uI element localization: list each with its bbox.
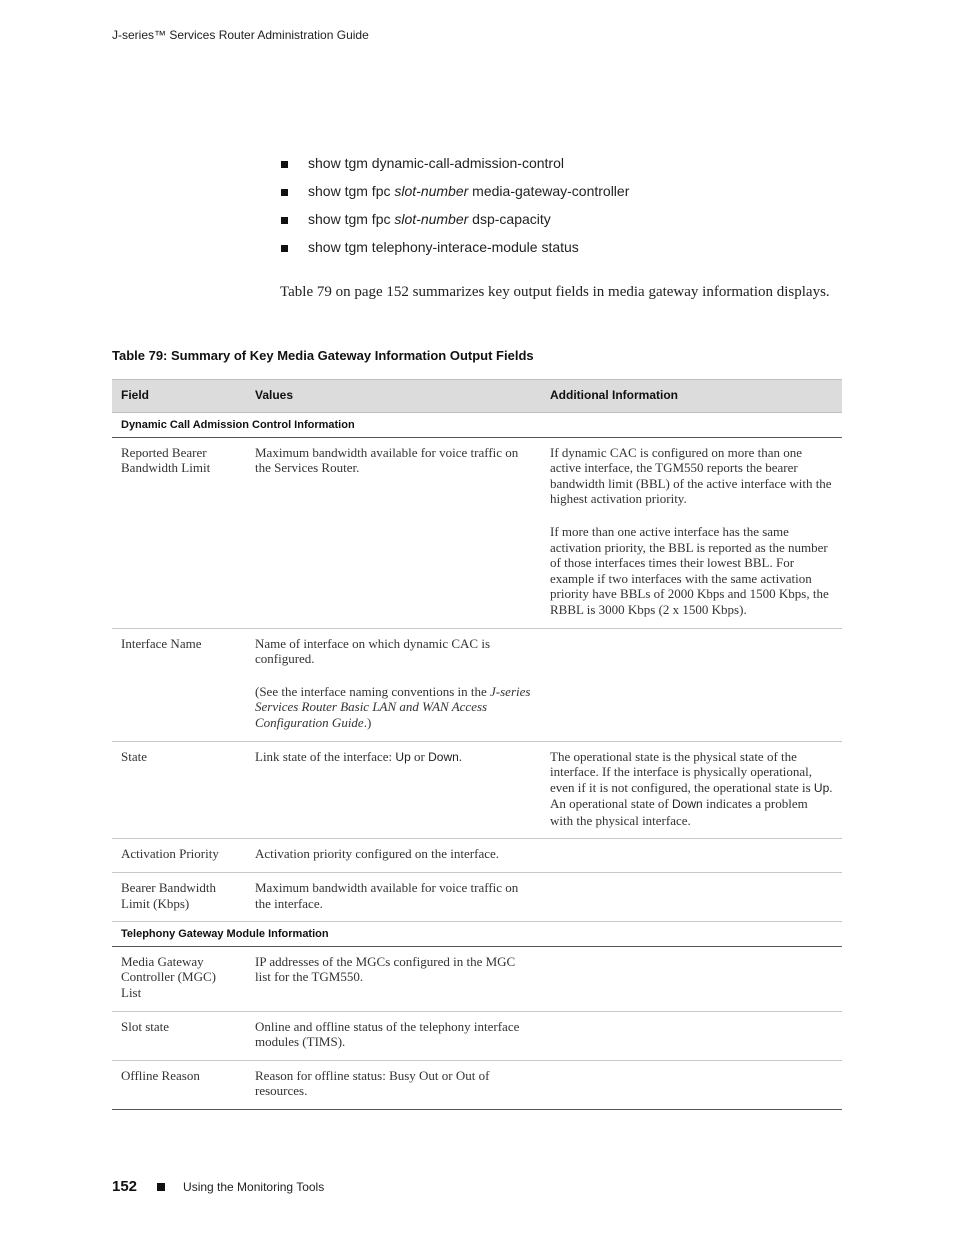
values-cell: Activation priority configured on the interface.	[246, 839, 541, 873]
values-cell: Name of interface on which dynamic CAC is configured. (See the interface naming conventions in the J-series Services Router Basic LAN and WAN Access Configuration Guide.)	[246, 628, 541, 741]
command-variable: slot-number	[394, 211, 469, 227]
command-variable: slot-number	[394, 183, 469, 199]
field-cell: Slot state	[112, 1011, 246, 1060]
bullet-square-icon	[281, 245, 288, 252]
state-down-keyword: Down	[428, 749, 459, 764]
column-header-values: Values	[246, 380, 541, 413]
table-row	[112, 946, 842, 1011]
page-number: 152	[112, 1178, 138, 1195]
list-item	[281, 183, 629, 211]
bullet-square-icon	[157, 1183, 165, 1191]
field-cell: Reported Bearer Bandwidth Limit	[112, 437, 246, 628]
table-row	[112, 628, 842, 741]
list-item	[281, 155, 629, 183]
values-cell: Online and offline status of the telephony interface modules (TIMS).	[246, 1011, 541, 1060]
output-fields-table	[112, 379, 842, 1110]
state-up-keyword: Up	[813, 780, 830, 795]
info-cell: If dynamic CAC is configured on more than one active interface, the TGM550 reports the bearer bandwidth limit (BBL) of the active interface with the highest activation priority. If more than one active interface has the same activation priority, the BBL is reported as the number of those interfaces times their lowest BBL. For example if two interfaces with the same activation priority have BBLs of 2000 Kbps and 1500 Kbps, the RBBL is 3000 Kbps (2 x 1500 Kbps).	[541, 437, 842, 628]
intro-paragraph: Table 79 on page 152 summarizes key output fields in media gateway information displays.	[280, 284, 830, 300]
field-cell: Offline Reason	[112, 1060, 246, 1109]
bullet-square-icon	[281, 161, 288, 168]
section-title: Dynamic Call Admission Control Information	[112, 413, 842, 438]
bullet-square-icon	[281, 217, 288, 224]
command-text: show tgm fpc slot-number media-gateway-controller	[308, 183, 630, 199]
section-row	[112, 413, 842, 438]
field-cell: Interface Name	[112, 628, 246, 741]
command-list	[281, 155, 629, 267]
info-cell	[541, 628, 842, 741]
info-cell	[541, 873, 842, 922]
field-cell: Media Gateway Controller (MGC) List	[112, 946, 246, 1011]
field-cell: Activation Priority	[112, 839, 246, 873]
info-cell	[541, 1011, 842, 1060]
state-down-keyword: Down	[672, 797, 703, 812]
state-up-keyword: Up	[395, 749, 411, 764]
list-item	[281, 239, 629, 267]
column-header-field: Field	[112, 380, 246, 413]
info-cell	[541, 1060, 842, 1109]
running-header: J-series™ Services Router Administration Guide	[112, 28, 369, 42]
table-row	[112, 741, 842, 839]
values-cell: Maximum bandwidth available for voice traffic on the Services Router.	[246, 437, 541, 628]
values-cell: Maximum bandwidth available for voice traffic on the interface.	[246, 873, 541, 922]
field-cell: State	[112, 741, 246, 839]
page-footer	[112, 1178, 324, 1195]
chapter-title: Using the Monitoring Tools	[183, 1179, 325, 1194]
table-title: Table 79: Summary of Key Media Gateway Information Output Fields	[112, 348, 534, 363]
values-cell: Link state of the interface: Up or Down.	[246, 741, 541, 839]
info-cell	[541, 946, 842, 1011]
section-row	[112, 922, 842, 947]
section-title: Telephony Gateway Module Information	[112, 922, 842, 947]
command-text: show tgm telephony-interace-module status	[308, 239, 579, 255]
table-row	[112, 1011, 842, 1060]
column-header-additional-info: Additional Information	[541, 380, 842, 413]
book-title-reference: J-series Services Router Basic LAN and WAN Access Configuration Guide	[255, 683, 531, 730]
info-cell	[541, 839, 842, 873]
table-row	[112, 839, 842, 873]
table-row	[112, 1060, 842, 1109]
bullet-square-icon	[281, 189, 288, 196]
info-cell: The operational state is the physical state of the interface. If the interface is physically operational, even if it is not configured, the operational state is Up. An operational state of Down indicates a problem with the physical interface.	[541, 741, 842, 839]
values-cell: Reason for offline status: Busy Out or Out of resources.	[246, 1060, 541, 1109]
values-cell: IP addresses of the MGCs configured in the MGC list for the TGM550.	[246, 946, 541, 1011]
table-header-row	[112, 380, 842, 413]
command-text: show tgm dynamic-call-admission-control	[308, 155, 564, 171]
table-row	[112, 437, 842, 628]
table-row	[112, 873, 842, 922]
command-text: show tgm fpc slot-number dsp-capacity	[308, 211, 551, 227]
list-item	[281, 211, 629, 239]
field-cell: Bearer Bandwidth Limit (Kbps)	[112, 873, 246, 922]
